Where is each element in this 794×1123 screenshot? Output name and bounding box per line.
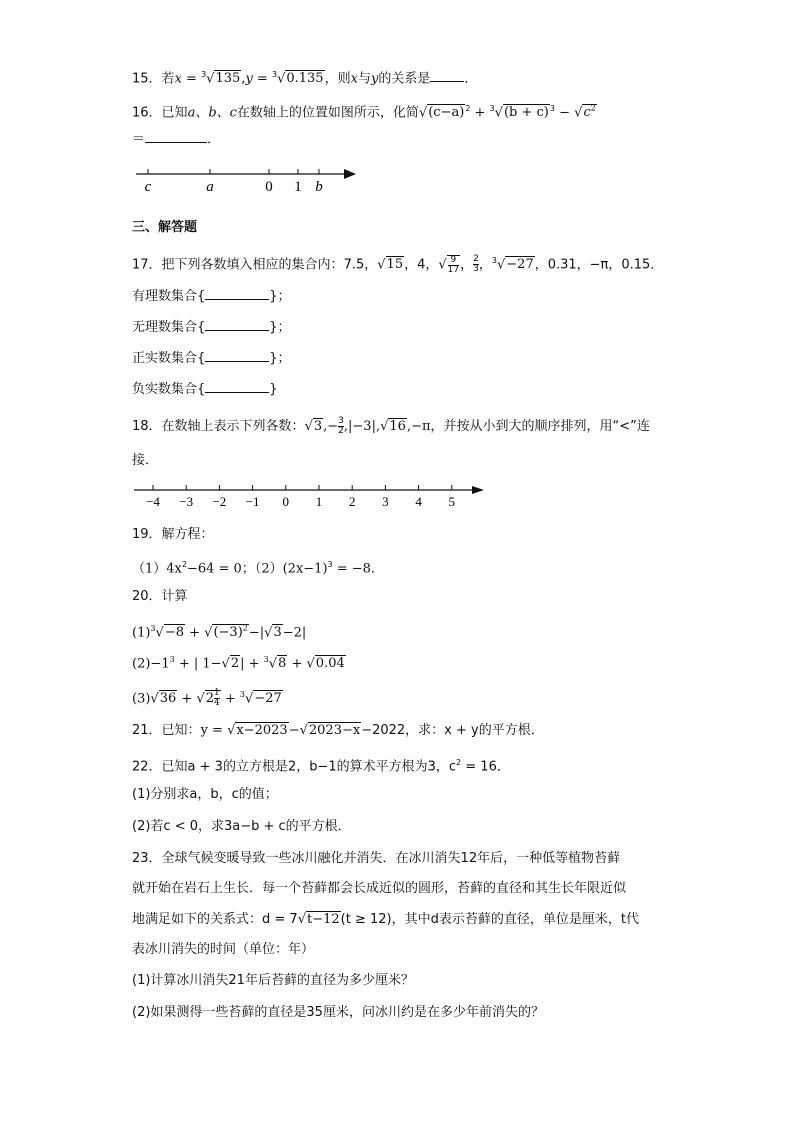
question-23-line4: 表冰川消失的时间（单位：年） (132, 942, 315, 957)
radicand-neg27: −27 (506, 257, 534, 273)
radicand-c2 (582, 104, 596, 120)
radical: √ (494, 105, 503, 121)
answer-blank[interactable] (430, 69, 464, 82)
q15-text: 若 (161, 71, 175, 87)
question-17 (132, 252, 663, 275)
equals: = (181, 71, 202, 87)
question-18 (132, 417, 650, 436)
integer-part: 2 (205, 691, 215, 707)
abs-neg3: ,|−3|, (343, 419, 381, 434)
cube-index: 3 (491, 256, 497, 265)
set-negative (132, 380, 278, 399)
tick-label: 2 (348, 494, 356, 509)
radical: √ (299, 723, 308, 738)
q17-numbers: 7.5， (343, 257, 378, 273)
period: ． (207, 132, 221, 147)
set-end: } (269, 382, 278, 397)
radicand: 2 (230, 656, 240, 672)
radicand-0135: 0.135 (286, 71, 324, 87)
expr: −1 (150, 656, 170, 672)
question-16 (132, 100, 597, 122)
question-23-part1: (1)计算冰川消失21年后苔藓的直径为多少厘米？ (132, 973, 414, 988)
tick-label: −2 (212, 494, 227, 509)
radical: √ (574, 105, 583, 121)
answer-blank[interactable] (145, 130, 207, 143)
tick-label: a (206, 179, 214, 195)
exponent: 3 (549, 104, 555, 113)
equation-lhs: y = (200, 723, 228, 738)
denominator: 3 (473, 264, 479, 275)
q16-number: 16． (132, 105, 162, 121)
q21-text: −2022，求：x + y的平方根． (361, 723, 544, 738)
question-20 (132, 588, 188, 606)
set-label: 无理数集合{ (132, 320, 206, 335)
radical: √ (304, 419, 313, 434)
minus: − (288, 723, 300, 738)
vars-abc: a、b、c (187, 105, 237, 121)
cube-index: 3 (263, 655, 269, 664)
number-line-2 (132, 482, 488, 512)
equation-1: （1）4x (132, 561, 182, 577)
radicand: 36 (159, 691, 177, 707)
q23-text: 全球气候变暖导致一些冰川融化并消失．在冰川消失12年后，一种低等植物苔藓 (161, 851, 621, 866)
radicand-c-minus-a: (c−a) (428, 105, 465, 121)
radicand-135: 135 (215, 71, 241, 87)
set-label: 正实数集合{ (132, 351, 206, 366)
numerator: 1 (214, 688, 220, 699)
radicand-mixed-number (205, 688, 221, 709)
fraction-9-17 (447, 255, 460, 275)
cube-index: 3 (239, 690, 246, 699)
denominator: 4 (214, 698, 220, 709)
exponent: 2 (181, 560, 187, 569)
plus: + (470, 105, 490, 121)
tick-label: c (144, 179, 152, 195)
set-rational (132, 287, 291, 306)
q17-text: 把下列各数填入相应的集合内： (161, 257, 344, 273)
set-irrational (132, 318, 291, 337)
q15-text: 的关系是 (378, 71, 431, 87)
answer-blank[interactable] (205, 349, 269, 362)
q18-text: 在数轴上表示下列各数： (161, 419, 305, 434)
q23-text: (t ≥ 12)，其中d表示苔藓的直径，单位是厘米，t代 (340, 912, 639, 927)
q15-text: ． (464, 71, 478, 87)
numerator: 2 (473, 254, 479, 265)
comma: ， (460, 257, 474, 273)
radical: √ (227, 723, 236, 738)
radical: √ (418, 105, 428, 121)
equation-2-rhs: = −8． (332, 561, 384, 577)
radicand: 8 (278, 656, 287, 672)
exponent: 2 (590, 104, 596, 113)
var-y: y (370, 71, 379, 87)
radical: √ (277, 71, 286, 87)
q19-text: 解方程： (161, 527, 214, 542)
tick-label: 1 (315, 494, 323, 509)
radicand-text: (−3) (213, 625, 243, 641)
equals: = (252, 71, 272, 87)
question-21 (132, 722, 544, 740)
denominator: 17 (447, 264, 460, 275)
separator: ,− (323, 419, 339, 434)
cube-index: 3 (489, 104, 495, 113)
var-c: c (583, 105, 591, 121)
q19-number: 19． (132, 527, 162, 542)
expr-tail: −2| (282, 625, 307, 641)
question-23-line3 (132, 911, 639, 929)
question-19-equations (132, 556, 384, 578)
expr: | + (240, 656, 264, 672)
q22-number: 22． (132, 759, 162, 775)
q15-text: ，则 (324, 71, 351, 87)
tick-label: −4 (146, 494, 160, 509)
tick-label: 3 (382, 494, 389, 509)
plus: + (177, 691, 197, 707)
radicand-15: 15 (386, 257, 404, 273)
exponent: 3 (327, 560, 333, 569)
exponent: 2 (242, 624, 248, 633)
plus: + (184, 625, 205, 641)
set-end: }； (269, 351, 291, 366)
item-label: (3) (132, 691, 151, 707)
plus: + (287, 656, 307, 672)
q17-numbers: ，4， (404, 257, 439, 273)
radical: √ (297, 912, 306, 927)
q20-number: 20． (132, 589, 162, 604)
radicand: −27 (254, 691, 282, 707)
tick-label: 0 (282, 494, 290, 509)
q18-number: 18． (132, 419, 162, 434)
radical: √ (380, 419, 389, 434)
radicand-3: 3 (313, 419, 323, 434)
equals: ＝ (132, 132, 146, 147)
var-x: x (350, 71, 358, 87)
tick-label: 1 (294, 179, 302, 195)
set-end: }； (269, 289, 291, 304)
q21-number: 21． (132, 723, 162, 738)
q23-text: 地满足如下的关系式：d = 7 (132, 912, 298, 927)
neg-pi: ,−π (406, 419, 431, 434)
equation-2: −64 = 0；（2）(2x−1) (186, 561, 328, 577)
radicand: −8 (164, 625, 184, 641)
expr: + | 1− (174, 656, 222, 672)
denominator: 2 (338, 426, 344, 436)
radicand-16: 16 (389, 419, 406, 434)
question-15: 15．若x = $^3$√135,y = $^3$√0.135，则x与y的关系是 ． (132, 70, 478, 87)
answer-blank[interactable] (205, 380, 269, 393)
q15-number: 15． (132, 71, 162, 87)
radicand (212, 624, 248, 640)
q16-text: 在数轴上的位置如图所示，化简 (236, 105, 419, 121)
radical: √ (206, 71, 215, 87)
minus: − (554, 105, 575, 121)
set-end: }； (269, 320, 291, 335)
item-label: (2) (132, 656, 151, 672)
question-23-line2: 就开始在岩石上生长．每一个苔藓都会长成近似的圆形，苔藓的直径和其生长年限近似 (132, 881, 627, 896)
arrow-head (472, 486, 484, 494)
radicand: 0.04 (315, 656, 345, 672)
radicand: 2023−x (308, 723, 361, 738)
calc-3: (3)√36 + √2 $\frac{1}{4}$ + $^3$√−27 (132, 688, 282, 709)
arrow-head (344, 169, 356, 179)
q18-text: ，并按从小到大的顺序排列，用“<”连 (430, 419, 650, 434)
question-22-part1: (1)分别求a，b，c的值； (132, 787, 278, 802)
question-22-part2: (2)若c < 0，求3a−b + c的平方根． (132, 819, 351, 834)
number-line-1 (132, 164, 362, 200)
answer-blank[interactable] (205, 318, 269, 331)
q15-text: 与 (357, 71, 371, 87)
tick-label: −3 (179, 494, 194, 509)
tick-label: 5 (448, 494, 456, 509)
calc-1: $(1)^3√-8 + √(-3)^2-|√3-2|$ (132, 624, 307, 641)
exponent: 2 (456, 758, 462, 767)
exponent: 3 (169, 655, 175, 664)
q23-number: 23． (132, 851, 162, 866)
question-22 (132, 754, 510, 776)
var-y: y (245, 71, 253, 87)
q22-text: 已知a + 3的立方根是2，b−1的算术平方根为3，c (161, 759, 457, 775)
tick-label: 4 (415, 494, 422, 509)
set-label: 负实数集合{ (132, 382, 206, 397)
radicand: x−2023 (236, 723, 288, 738)
numerator: 3 (338, 416, 344, 426)
cube-index: 3 (271, 70, 278, 79)
q21-text: 已知： (161, 723, 201, 738)
question-16-cont (132, 130, 220, 149)
minus-abs: −| (248, 625, 265, 641)
q16-text: 已知 (161, 105, 188, 121)
question-23-part2: (2)如果测得一些苔藓的直径是35厘米，问冰川约是在多少年前消失的？ (132, 1005, 544, 1020)
set-positive (132, 349, 291, 368)
q17-numbers: ，0.31，−π，0.15． (534, 257, 664, 273)
var-x: x (174, 71, 182, 87)
numerator: 9 (450, 254, 457, 265)
question-23-line1 (132, 850, 620, 868)
radical: √ (438, 257, 447, 273)
tick-label: −1 (245, 494, 260, 509)
q22-text: = 16． (461, 759, 510, 775)
question-19 (132, 526, 214, 544)
cube-index: 3 (150, 624, 156, 633)
radicand: t−12 (306, 912, 340, 927)
comma: ， (478, 257, 492, 273)
plus: + (220, 691, 240, 707)
tick-label: b (315, 179, 323, 195)
section-title: 三、解答题 (132, 220, 198, 235)
item-label: (1) (132, 625, 151, 641)
tick-label: 0 (265, 179, 273, 195)
question-18-cont: 接． (132, 453, 159, 468)
set-label: 有理数集合{ (132, 289, 206, 304)
cube-index: 3 (201, 70, 207, 79)
radicand-b-plus-c: (b + c) (503, 105, 549, 121)
calc-2: $(2)-1^3$ + | 1−√2| + $^3$√8 + √0.04 (132, 655, 345, 672)
fraction-1-4 (214, 689, 220, 708)
answer-blank[interactable] (205, 287, 269, 300)
radicand: 3 (273, 625, 282, 641)
radical: √ (377, 257, 386, 273)
q17-number: 17． (132, 257, 162, 273)
q20-text: 计算 (161, 589, 188, 604)
radical: √ (496, 257, 506, 273)
exponent: 2 (465, 104, 471, 113)
